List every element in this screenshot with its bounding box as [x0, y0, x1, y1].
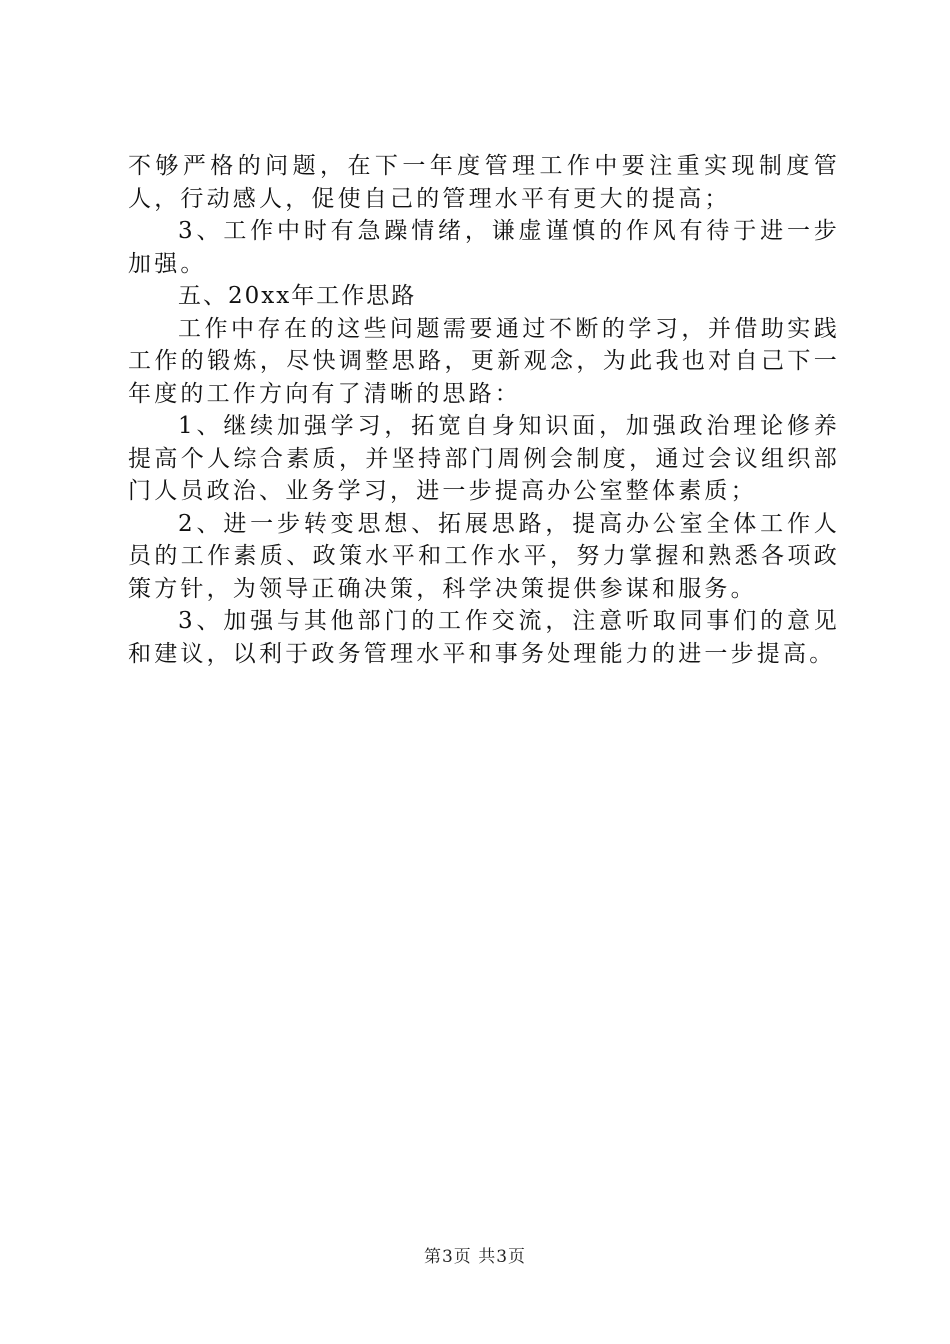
paragraph-continuation: 不够严格的问题，在下一年度管理工作中要注重实现制度管人，行动感人，促使自己的管理水平有更大的提高； [128, 153, 840, 212]
paragraph-item-3-issue: 3、工作中时有急躁情绪，谦虚谨慎的作风有待于进一步加强。 [128, 218, 840, 277]
section-heading: 五、20xx年工作思路 [178, 283, 417, 309]
page-number: 第3页 共3页 [423, 1247, 527, 1267]
paragraph-intro: 工作中存在的这些问题需要通过不断的学习，并借助实践工作的锻炼，尽快调整思路，更新观念，为此我也对自己下一年度的工作方向有了清晰的思路： [128, 315, 840, 407]
paragraph-item-1: 1、继续加强学习，拓宽自身知识面，加强政治理论修养提高个人综合素质，并坚持部门周例会制度，通过会议组织部门人员政治、业务学习，进一步提高办公室整体素质； [128, 413, 840, 504]
paragraph-item-3: 3、加强与其他部门的工作交流，注意听取同事们的意见和建议，以利于政务管理水平和事务处理能力的进一步提高。 [128, 608, 840, 667]
document-body [128, 150, 840, 670]
page-footer [0, 1242, 950, 1267]
paragraph-item-2: 2、进一步转变思想、拓展思路，提高办公室全体工作人员的工作素质、政策水平和工作水平，努力掌握和熟悉各项政策方针，为领导正确决策，科学决策提供参谋和服务。 [128, 510, 840, 602]
